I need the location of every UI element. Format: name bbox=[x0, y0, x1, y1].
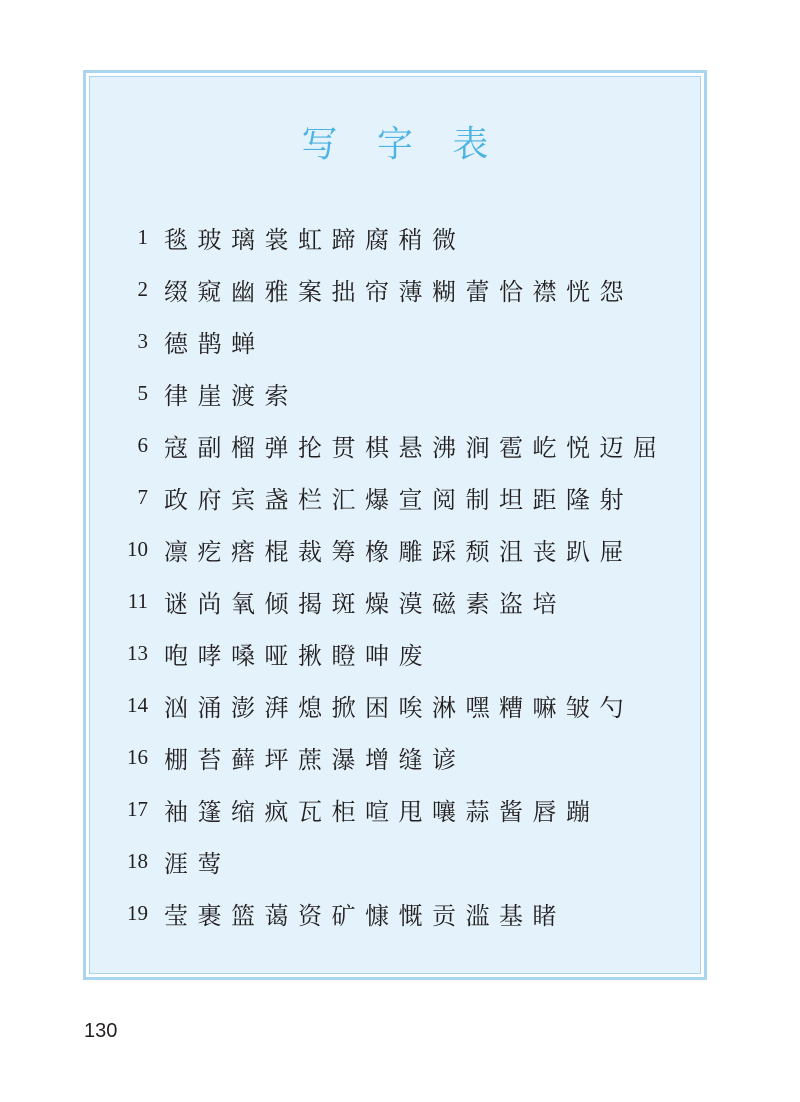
list-item bbox=[90, 373, 298, 413]
list-item bbox=[90, 269, 633, 309]
row-number: 14 bbox=[127, 692, 148, 717]
row-characters: 汹涌澎湃熄掀困唉淋嘿糟嘛皱勺 bbox=[164, 693, 633, 722]
character-table-panel bbox=[89, 76, 701, 974]
row-characters: 德鹊蝉 bbox=[164, 329, 265, 358]
row-characters: 袖篷缩疯瓦柜喧甩嚷蒜酱唇蹦 bbox=[164, 797, 600, 826]
row-characters: 缀窥幽雅案拙帘薄糊蕾恰襟恍怨 bbox=[164, 277, 633, 306]
list-item bbox=[90, 217, 466, 257]
list-item bbox=[90, 685, 633, 725]
list-item bbox=[90, 321, 265, 361]
row-number: 5 bbox=[137, 380, 148, 405]
row-number: 13 bbox=[127, 640, 148, 665]
row-characters: 咆哮嗓哑揪瞪呻废 bbox=[164, 641, 432, 670]
list-item bbox=[90, 425, 667, 465]
list-item bbox=[90, 737, 466, 777]
list-item bbox=[90, 581, 566, 621]
character-table-frame bbox=[83, 70, 707, 980]
row-number: 2 bbox=[137, 276, 148, 301]
row-characters: 政府宾盏栏汇爆宣阅制坦距隆射 bbox=[164, 485, 633, 514]
row-number: 3 bbox=[137, 328, 148, 353]
list-item bbox=[90, 477, 633, 517]
list-item bbox=[90, 529, 633, 569]
row-number: 6 bbox=[137, 432, 148, 457]
row-number: 19 bbox=[127, 900, 148, 925]
row-characters: 律崖渡索 bbox=[164, 381, 298, 410]
row-number: 10 bbox=[127, 536, 148, 561]
page-title: 写 字 表 bbox=[301, 124, 503, 165]
row-number: 18 bbox=[127, 848, 148, 873]
row-characters: 棚苔藓坪蔗瀑增缝谚 bbox=[164, 745, 466, 774]
row-characters: 凛疙瘩棍裁筹橡雕踩颓沮丧趴屉 bbox=[164, 537, 633, 566]
page-number: 130 bbox=[84, 1020, 118, 1042]
row-characters: 莹裹篮蔼资矿慷慨贡滥基睹 bbox=[164, 901, 566, 930]
row-characters: 谜尚氧倾揭斑燥漠磁素盗培 bbox=[164, 589, 566, 618]
row-number: 1 bbox=[137, 224, 148, 249]
row-characters: 寇副榴弹抡贯棋悬沸涧雹屹悦迈屈 bbox=[164, 433, 667, 462]
list-item bbox=[90, 893, 566, 933]
row-number: 11 bbox=[127, 588, 148, 613]
row-characters: 涯莺 bbox=[164, 849, 231, 878]
list-item bbox=[90, 841, 231, 881]
list-item bbox=[90, 789, 600, 829]
row-number: 17 bbox=[127, 796, 148, 821]
list-item bbox=[90, 633, 432, 673]
row-number: 7 bbox=[137, 484, 148, 509]
row-number: 16 bbox=[127, 744, 148, 769]
row-characters: 毯玻璃裳虹蹄腐稍微 bbox=[164, 225, 466, 254]
